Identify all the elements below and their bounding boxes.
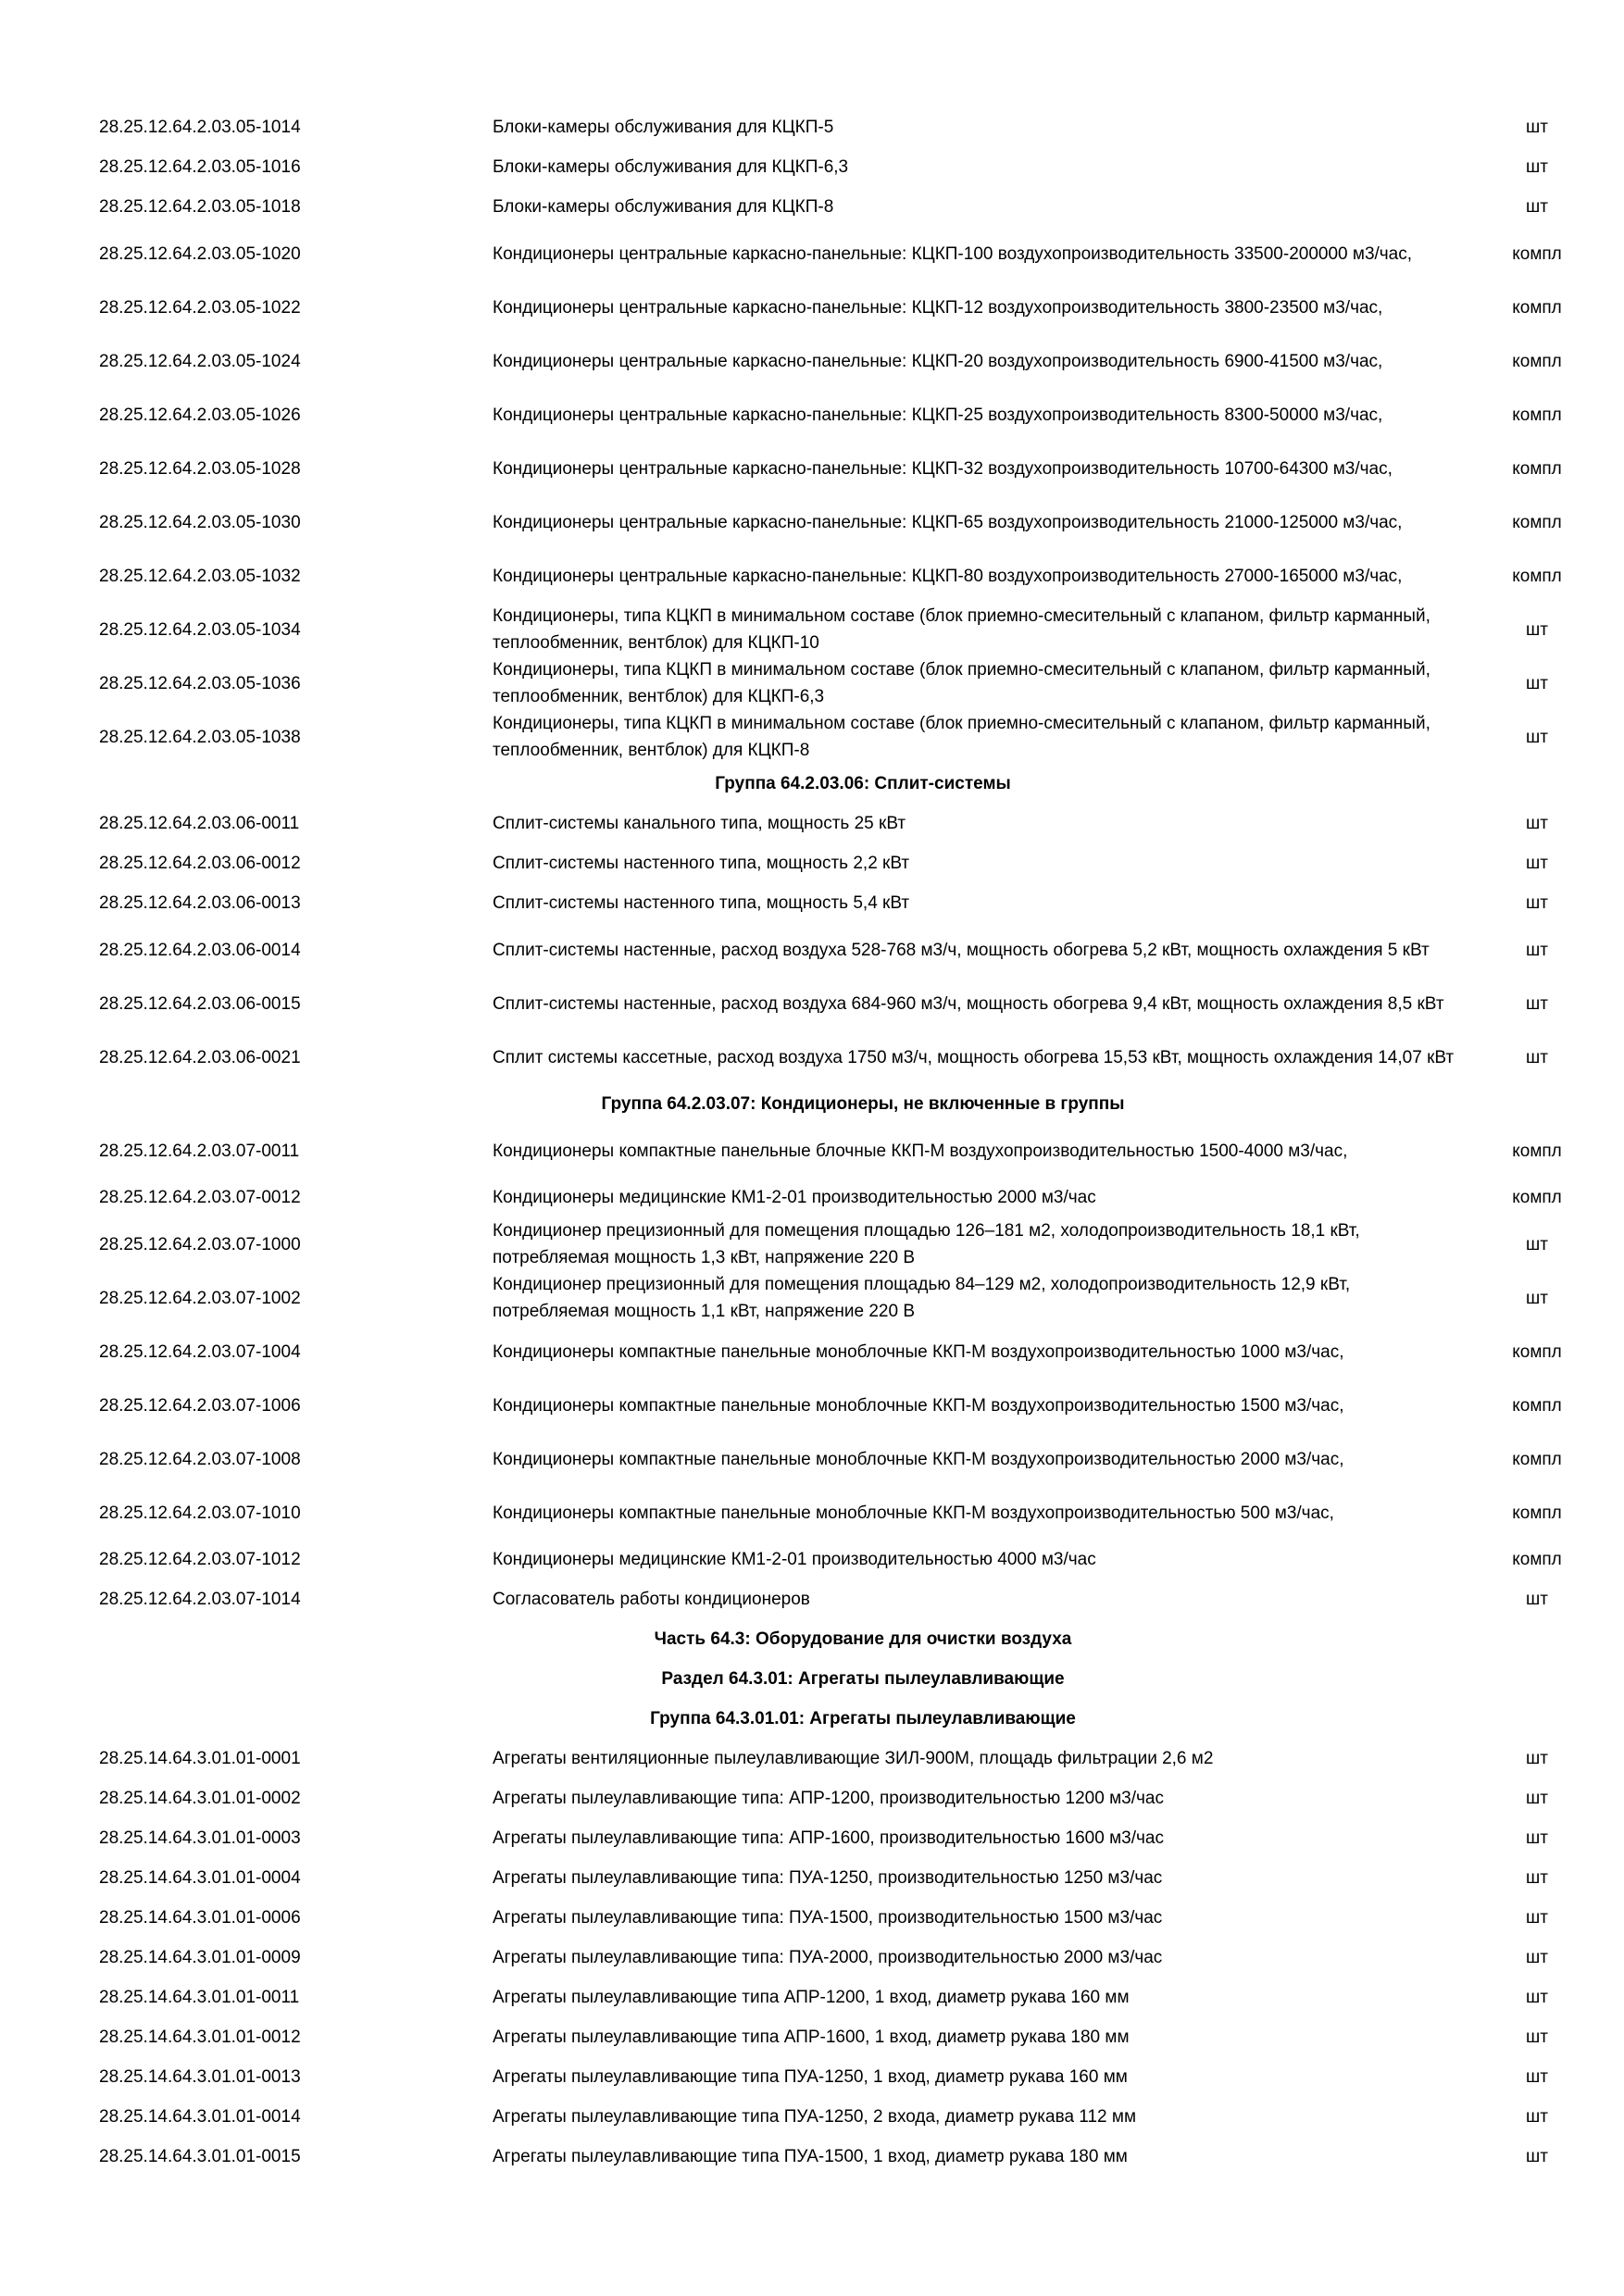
item-code: 28.25.12.64.2.03.07-1006: [99, 1395, 301, 1416]
item-code: 28.25.12.64.2.03.06-0011: [99, 814, 300, 833]
group-heading-text: Раздел 64.3.01: Агрегаты пылеулавливающие: [661, 1669, 1065, 1689]
item-unit: шт: [1526, 1908, 1548, 1928]
item-unit: шт: [1526, 1288, 1548, 1308]
item-name: Агрегаты пылеулавливающие типа ПУА-1250, 1 вход, диаметр рукава 160 мм: [493, 2067, 1128, 2087]
group-heading: [0, 1699, 1624, 1739]
item-code: 28.25.12.64.2.03.07-1002: [99, 1288, 301, 1308]
group-heading: [0, 1659, 1624, 1699]
item-unit: шт: [1526, 940, 1548, 960]
item-unit: шт: [1526, 1047, 1548, 1067]
item-code: 28.25.12.64.2.03.05-1028: [99, 458, 301, 479]
item-name: Агрегаты пылеулавливающие типа ПУА-1250, 2 входа, диаметр рукава 112 мм: [493, 2107, 1137, 2127]
table-row: [0, 1124, 1624, 1178]
table-row: [0, 442, 1624, 495]
item-unit: компл: [1512, 243, 1562, 264]
table-row: [0, 843, 1624, 883]
item-code: 28.25.12.64.2.03.05-1036: [99, 673, 301, 693]
item-code: 28.25.14.64.3.01.01-0009: [99, 1948, 301, 1967]
item-unit: компл: [1512, 1341, 1562, 1362]
table-row: [0, 603, 1624, 656]
item-unit: компл: [1512, 1550, 1562, 1569]
item-code: 28.25.12.64.2.03.07-0012: [99, 1188, 301, 1207]
table-row: [0, 2017, 1624, 2057]
item-unit: шт: [1526, 2107, 1548, 2127]
item-name: Кондиционер прецизионный для помещения площадью 84–129 м2, холодопроизводительность 12,9 кВт, потребляемая мощность 1,1 кВт, напряжение 220 В: [493, 1275, 1351, 1321]
item-unit: компл: [1512, 1449, 1562, 1469]
item-code: 28.25.14.64.3.01.01-0014: [99, 2107, 301, 2127]
item-unit: шт: [1526, 197, 1548, 217]
table-row: [0, 1271, 1624, 1325]
table-row: [0, 710, 1624, 764]
item-code: 28.25.12.64.2.03.07-1010: [99, 1503, 301, 1523]
item-name: Блоки-камеры обслуживания для КЦКП-8: [493, 197, 834, 217]
item-unit: шт: [1526, 993, 1548, 1014]
item-name: Согласователь работы кондиционеров: [493, 1590, 810, 1609]
item-name: Сплит-системы настенного типа, мощность 5,4 кВт: [493, 893, 910, 913]
group-heading: [0, 1084, 1624, 1124]
item-code: 28.25.12.64.2.03.05-1030: [99, 512, 301, 532]
item-code: 28.25.12.64.2.03.07-0011: [99, 1141, 300, 1161]
item-code: 28.25.12.64.2.03.05-1034: [99, 619, 301, 640]
item-unit: шт: [1526, 2147, 1548, 2166]
table-row: [0, 1325, 1624, 1379]
item-code: 28.25.12.64.2.03.05-1018: [99, 197, 301, 217]
item-name: Кондиционеры центральные каркасно-панельные: КЦКП-65 воздухопроизводительность 21000-125000 м3/час,: [493, 512, 1403, 532]
table-row: [0, 1818, 1624, 1858]
table-row: [0, 495, 1624, 549]
item-code: 28.25.12.64.2.03.05-1032: [99, 566, 301, 586]
item-name: Кондиционеры компактные панельные блочные ККП-М воздухопроизводительностью 1500-4000 м3/час,: [493, 1141, 1348, 1161]
item-name: Кондиционер прецизионный для помещения площадью 126–181 м2, холодопроизводительность 18,1 кВт, потребляемая мощность 1,3 кВт, напряжение 220 В: [493, 1221, 1360, 1267]
item-name: Кондиционеры центральные каркасно-панельные: КЦКП-25 воздухопроизводительность 8300-50000 м3/час,: [493, 405, 1383, 425]
item-code: 28.25.14.64.3.01.01-0006: [99, 1908, 301, 1928]
table-row: [0, 1217, 1624, 1271]
item-unit: компл: [1512, 405, 1562, 425]
item-unit: шт: [1526, 814, 1548, 833]
item-code: 28.25.12.64.2.03.05-1026: [99, 405, 301, 425]
item-code: 28.25.12.64.2.03.07-1012: [99, 1550, 301, 1569]
table-row: [0, 1778, 1624, 1818]
table-row: [0, 1030, 1624, 1084]
item-name: Кондиционеры, типа КЦКП в минимальном составе (блок приемно-смесительный с клапаном, фильтр карманный, теплообменник, вентблок) для КЦКП-10: [493, 606, 1430, 653]
item-name: Агрегаты пылеулавливающие типа: АПР-1200, производительностью 1200 м3/час: [493, 1789, 1164, 1808]
item-unit: шт: [1526, 893, 1548, 913]
table-row: [0, 1178, 1624, 1217]
group-heading: [0, 764, 1624, 804]
item-name: Сплит системы кассетные, расход воздуха 1750 м3/ч, мощность обогрева 15,53 кВт, мощность охлаждения 14,07 кВт: [493, 1047, 1455, 1067]
table-row: [0, 1432, 1624, 1486]
item-name: Сплит-системы настенного типа, мощность 2,2 кВт: [493, 854, 910, 873]
item-unit: шт: [1526, 1590, 1548, 1609]
item-unit: компл: [1512, 351, 1562, 371]
item-name: Кондиционеры центральные каркасно-панельные: КЦКП-12 воздухопроизводительность 3800-23500 м3/час,: [493, 297, 1383, 318]
item-unit: шт: [1526, 2067, 1548, 2087]
table-row: [0, 187, 1624, 227]
item-name: Агрегаты пылеулавливающие типа: ПУА-1250, производительностью 1250 м3/час: [493, 1868, 1163, 1888]
item-code: 28.25.12.64.2.03.06-0015: [99, 993, 301, 1014]
item-name: Блоки-камеры обслуживания для КЦКП-5: [493, 118, 834, 137]
item-code: 28.25.14.64.3.01.01-0002: [99, 1789, 301, 1808]
item-code: 28.25.12.64.2.03.07-1004: [99, 1341, 301, 1362]
table-row: [0, 147, 1624, 187]
item-code: 28.25.14.64.3.01.01-0004: [99, 1868, 301, 1888]
item-name: Блоки-камеры обслуживания для КЦКП-6,3: [493, 157, 849, 177]
price-list-table: [0, 107, 1624, 2177]
item-name: Кондиционеры центральные каркасно-панельные: КЦКП-100 воздухопроизводительность 33500-200000 м3/час,: [493, 243, 1413, 264]
item-unit: компл: [1512, 1188, 1562, 1207]
table-row: [0, 2097, 1624, 2137]
table-row: [0, 977, 1624, 1030]
item-name: Кондиционеры, типа КЦКП в минимальном составе (блок приемно-смесительный с клапаном, фильтр карманный, теплообменник, вентблок) для КЦКП-8: [493, 714, 1430, 760]
table-row: [0, 2137, 1624, 2177]
item-name: Кондиционеры компактные панельные моноблочные ККП-М воздухопроизводительностью 1000 м3/час,: [493, 1341, 1344, 1362]
item-unit: шт: [1526, 1828, 1548, 1848]
item-unit: компл: [1512, 1141, 1562, 1161]
table-row: [0, 1938, 1624, 1978]
item-name: Кондиционеры, типа КЦКП в минимальном составе (блок приемно-смесительный с клапаном, фильтр карманный, теплообменник, вентблок) для КЦКП-6,3: [493, 660, 1430, 706]
item-name: Агрегаты пылеулавливающие типа: ПУА-1500, производительностью 1500 м3/час: [493, 1908, 1163, 1928]
item-code: 28.25.14.64.3.01.01-0012: [99, 2028, 301, 2047]
item-name: Агрегаты пылеулавливающие типа: АПР-1600, производительностью 1600 м3/час: [493, 1828, 1164, 1848]
table-row: [0, 923, 1624, 977]
table-row: [0, 227, 1624, 281]
item-code: 28.25.14.64.3.01.01-0015: [99, 2147, 301, 2166]
item-code: 28.25.12.64.2.03.07-1014: [99, 1590, 301, 1609]
item-unit: шт: [1526, 673, 1548, 693]
group-heading-text: Группа 64.3.01.01: Агрегаты пылеулавливающие: [650, 1709, 1076, 1728]
item-code: 28.25.14.64.3.01.01-0003: [99, 1828, 301, 1848]
table-row: [0, 883, 1624, 923]
item-name: Сплит-системы настенные, расход воздуха 684-960 м3/ч, мощность обогрева 9,4 кВт, мощность охлаждения 8,5 кВт: [493, 993, 1444, 1014]
item-name: Кондиционеры центральные каркасно-панельные: КЦКП-32 воздухопроизводительность 10700-64300 м3/час,: [493, 458, 1393, 479]
table-row: [0, 1379, 1624, 1432]
item-name: Агрегаты пылеулавливающие типа: ПУА-2000, производительностью 2000 м3/час: [493, 1948, 1163, 1967]
item-code: 28.25.12.64.2.03.05-1020: [99, 243, 301, 264]
item-code: 28.25.12.64.2.03.06-0021: [99, 1047, 301, 1067]
table-row: [0, 281, 1624, 334]
item-unit: компл: [1512, 297, 1562, 318]
item-unit: шт: [1526, 619, 1548, 640]
item-code: 28.25.14.64.3.01.01-0001: [99, 1749, 301, 1768]
item-name: Кондиционеры компактные панельные моноблочные ККП-М воздухопроизводительностью 500 м3/час,: [493, 1503, 1334, 1523]
item-name: Кондиционеры медицинские КМ1-2-01 производительностью 4000 м3/час: [493, 1550, 1096, 1569]
item-unit: компл: [1512, 566, 1562, 586]
item-code: 28.25.12.64.2.03.05-1022: [99, 297, 301, 318]
table-row: [0, 549, 1624, 603]
item-code: 28.25.12.64.2.03.06-0012: [99, 854, 301, 873]
table-row: [0, 1486, 1624, 1540]
item-unit: шт: [1526, 1948, 1548, 1967]
item-name: Кондиционеры компактные панельные моноблочные ККП-М воздухопроизводительностью 1500 м3/час,: [493, 1395, 1344, 1416]
item-unit: компл: [1512, 1395, 1562, 1416]
table-row: [0, 1898, 1624, 1938]
item-name: Агрегаты пылеулавливающие типа ПУА-1500, 1 вход, диаметр рукава 180 мм: [493, 2147, 1128, 2166]
item-code: 28.25.12.64.2.03.07-1008: [99, 1449, 301, 1469]
table-row: [0, 107, 1624, 147]
item-unit: шт: [1526, 1789, 1548, 1808]
table-row: [0, 2057, 1624, 2097]
table-row: [0, 656, 1624, 710]
item-name: Кондиционеры компактные панельные моноблочные ККП-М воздухопроизводительностью 2000 м3/час,: [493, 1449, 1344, 1469]
table-row: [0, 334, 1624, 388]
item-unit: шт: [1526, 2028, 1548, 2047]
item-name: Сплит-системы настенные, расход воздуха 528-768 м3/ч, мощность обогрева 5,2 кВт, мощность охлаждения 5 кВт: [493, 940, 1430, 960]
item-unit: шт: [1526, 118, 1548, 137]
item-code: 28.25.12.64.2.03.06-0013: [99, 893, 301, 913]
item-unit: шт: [1526, 727, 1548, 747]
group-heading-text: Группа 64.2.03.07: Кондиционеры, не включенные в группы: [601, 1094, 1125, 1114]
item-code: 28.25.12.64.2.03.07-1000: [99, 1234, 301, 1254]
item-name: Агрегаты вентиляционные пылеулавливающие ЗИЛ-900М, площадь фильтрации 2,6 м2: [493, 1749, 1214, 1768]
table-row: [0, 1739, 1624, 1778]
item-code: 28.25.12.64.2.03.06-0014: [99, 940, 301, 960]
group-heading: [0, 1619, 1624, 1659]
table-row: [0, 1579, 1624, 1619]
group-heading-text: Часть 64.3: Оборудование для очистки воздуха: [654, 1629, 1072, 1649]
item-unit: шт: [1526, 1234, 1548, 1254]
table-row: [0, 388, 1624, 442]
item-code: 28.25.12.64.2.03.05-1038: [99, 727, 301, 747]
table-row: [0, 1540, 1624, 1579]
item-unit: компл: [1512, 512, 1562, 532]
table-row: [0, 1978, 1624, 2017]
item-name: Сплит-системы канального типа, мощность 25 кВт: [493, 814, 906, 833]
item-name: Кондиционеры центральные каркасно-панельные: КЦКП-80 воздухопроизводительность 27000-165000 м3/час,: [493, 566, 1403, 586]
item-unit: шт: [1526, 854, 1548, 873]
table-row: [0, 1858, 1624, 1898]
item-unit: шт: [1526, 1749, 1548, 1768]
item-unit: шт: [1526, 1988, 1548, 2007]
item-code: 28.25.14.64.3.01.01-0011: [99, 1988, 300, 2007]
item-unit: компл: [1512, 1503, 1562, 1523]
item-code: 28.25.12.64.2.03.05-1014: [99, 118, 301, 137]
item-unit: шт: [1526, 1868, 1548, 1888]
item-unit: шт: [1526, 157, 1548, 177]
item-name: Кондиционеры медицинские КМ1-2-01 производительностью 2000 м3/час: [493, 1188, 1096, 1207]
item-name: Агрегаты пылеулавливающие типа АПР-1200, 1 вход, диаметр рукава 160 мм: [493, 1988, 1130, 2007]
item-code: 28.25.12.64.2.03.05-1016: [99, 157, 301, 177]
item-name: Кондиционеры центральные каркасно-панельные: КЦКП-20 воздухопроизводительность 6900-41500 м3/час,: [493, 351, 1383, 371]
item-name: Агрегаты пылеулавливающие типа АПР-1600, 1 вход, диаметр рукава 180 мм: [493, 2028, 1130, 2047]
item-code: 28.25.14.64.3.01.01-0013: [99, 2067, 301, 2087]
group-heading-text: Группа 64.2.03.06: Сплит-системы: [715, 774, 1011, 793]
item-unit: компл: [1512, 458, 1562, 479]
item-code: 28.25.12.64.2.03.05-1024: [99, 351, 301, 371]
table-row: [0, 804, 1624, 843]
